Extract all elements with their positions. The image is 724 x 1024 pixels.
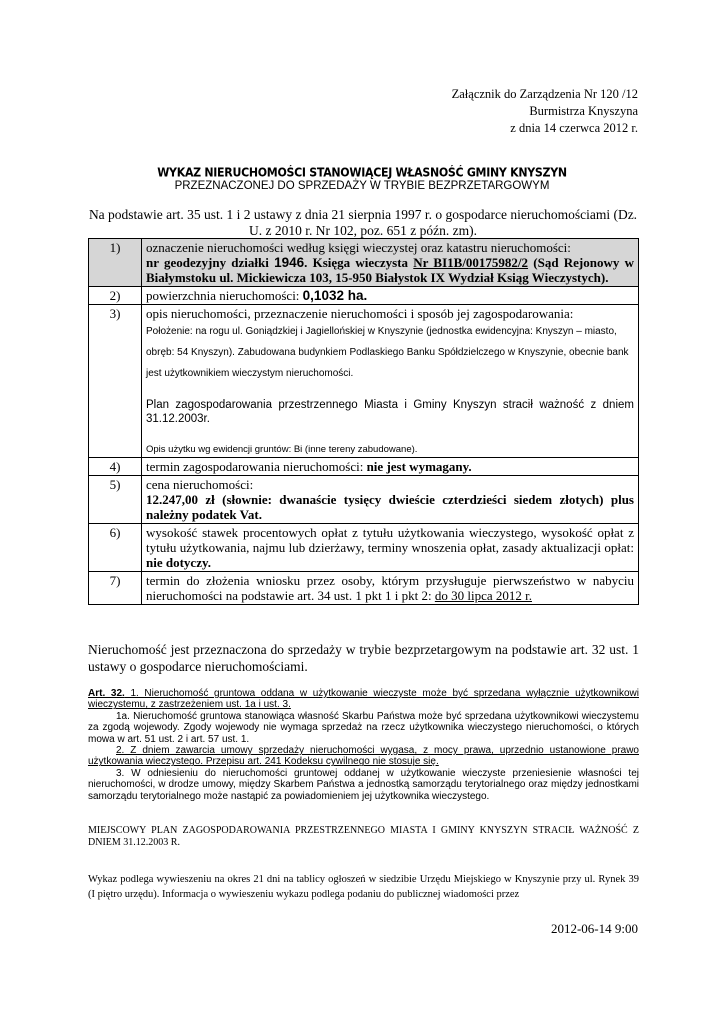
article-heading: Art. 32.	[88, 688, 125, 699]
row-value: nie jest wymagany.	[366, 459, 472, 474]
row-label: cena nieruchomości:	[146, 477, 254, 492]
parcel-text-a: nr geodezyjny działki	[146, 255, 275, 270]
row-number: 1)	[89, 239, 142, 287]
area-value: 0,1032 ha.	[302, 288, 368, 303]
header-line-2: Burmistrza Knyszyna	[529, 104, 638, 118]
posting-notice: Wykaz podlega wywieszeniu na okres 21 dni na tablicy ogłoszeń w siedzibie Urzędu Miejskiego w Knyszynie przy ul. Rynek 39 (I piętro urzędu). Informacja o wywieszeniu wykazu podlega podaniu do publicznej wiadomości przez	[88, 874, 639, 900]
sale-mode-paragraph: Nieruchomość jest przeznaczona do sprzedaży w trybie bezprzetargowym na podstawie art. 32 ust. 1 ustawy o gospodarce nieruchomościami.	[88, 642, 639, 674]
row-number: 3)	[89, 305, 142, 458]
row-label: powierzchnia nieruchomości:	[146, 288, 303, 303]
row-label: opis nieruchomości, przeznaczenie nieruchomości i sposób jej zagospodarowania:	[146, 306, 574, 321]
row-content	[142, 458, 639, 476]
row-number: 2)	[89, 287, 142, 305]
zoning-plan-notice: MIEJSCOWY PLAN ZAGOSPODAROWANIA PRZESTRZENNEGO MIASTA I GMINY KNYSZYN STRACIŁ WAŻNOŚĆ Z DNIEM 31.12.2003 R.	[88, 825, 639, 848]
article-paragraph-3: 3. W odniesieniu do nieruchomości gruntowej oddanej w użytkowanie wieczyste przeniesienie własności tej nieruchomości, w drodze umowy, między Skarbem Państwa a jednostką samorządu terytorialnego oraz między jednostkami samorządu terytorialnego może nastąpić za powiadomieniem jej użytkownika wieczystego.	[88, 767, 639, 802]
row-label: wysokość stawek procentowych opłat z tytułu użytkowania wieczystego, wysokość opłat z tytułu użytkowania, najmu lub dzierżawy, terminy wnoszenia opłat, zasady aktualizacji opłat:	[146, 525, 634, 555]
row-label: oznaczenie nieruchomości według księgi wieczystej oraz katastru nieruchomości:	[146, 240, 571, 255]
row-number: 6)	[89, 524, 142, 572]
article-text-1: 1. Nieruchomość gruntowa oddana w użytkowanie wieczyste może być sprzedana wyłącznie użytkownikowi wieczystemu, z zastrzeżeniem ust. 1a i ust. 3.	[88, 688, 639, 711]
article-paragraph-1a: 1a. Nieruchomość gruntowa stanowiąca własność Skarbu Państwa może być sprzedana użytkownikowi wieczystemu za zgodą wojewody. Zgody wojewody nie wymaga sprzedaż na rzecz użytkownika wieczystego nieruchomości, o których mowa w art. 51 ust. 2 i art. 57 ust. 1.	[88, 710, 639, 745]
header-line-1: Załącznik do Zarządzenia Nr 120 /12	[451, 87, 638, 101]
table-row	[89, 524, 639, 572]
parcel-number: 1946	[274, 255, 305, 270]
parcel-description	[146, 255, 634, 285]
table-row	[89, 476, 639, 524]
document-subtitle: PRZEZNACZONEJ DO SPRZEDAŻY W TRYBIE BEZPRZETARGOWYM	[174, 180, 550, 192]
land-register-number: Nr BI1B/00175982/2	[413, 255, 529, 270]
row-content	[142, 476, 639, 524]
table-row	[89, 287, 639, 305]
row-number: 4)	[89, 458, 142, 476]
row-content	[142, 305, 639, 458]
document-title: WYKAZ NIERUCHOMOŚCI STANOWIĄCEJ WŁASNOŚĆ GMINY KNYSZYN	[157, 165, 567, 180]
price-value: 12.247,00 zł (słownie: dwanaście tysięcy dwieście czterdzieści siedem złotych) plus należny podatek Vat.	[146, 492, 634, 522]
location-description: Położenie: na rogu ul. Goniądzkiej i Jagiellońskiej w Knyszynie (jednostka ewidencyjna: Knyszyn – miasto, obręb: 54 Knyszyn). Zabudowana budynkiem Podlaskiego Banku Spółdzielczego w Knyszynie, obecnie bank jest użytkownikiem wieczystym nieruchomości.	[146, 326, 629, 379]
row-value: nie dotyczy.	[146, 555, 211, 570]
footer-date: 2012-06-14 9:00	[550, 921, 638, 936]
article-paragraph-1	[88, 688, 639, 711]
row-content	[142, 239, 639, 287]
property-table	[88, 238, 639, 605]
parcel-text-b: . Księga wieczysta	[304, 255, 414, 270]
row-label: termin do złożenia wniosku przez osoby, którym przysługuje pierwszeństwo w nabyciu nieruchomości na podstawie art. 34 ust. 1 pkt 1 i pkt 2:	[146, 573, 634, 603]
row-label: termin zagospodarowania nieruchomości:	[146, 459, 367, 474]
legal-basis: Na podstawie art. 35 ust. 1 i 2 ustawy z dnia 21 sierpnia 1997 r. o gospodarce nieruchomościami (Dz. U. z 2010 r. Nr 102, poz. 651 z późn. zm).	[88, 207, 638, 238]
zoning-plan-note: Plan zagospodarowania przestrzennego Miasta i Gminy Knyszyn stracił ważność z dniem 31.12.2003r.	[146, 399, 634, 425]
deadline-value: do 30 lipca 2012 r.	[434, 588, 532, 603]
table-row	[89, 458, 639, 476]
parcel-text-c: (Sąd Rejonowy w Białymstoku ul. Mickiewicza 103, 15-950 Białystok IX Wydział Ksiąg Wieczystych).	[146, 255, 634, 285]
land-use-note: Opis użytku wg ewidencji gruntów: Bi (inne tereny zabudowane).	[146, 444, 418, 455]
header-line-3: z dnia 14 czerwca 2012 r.	[510, 121, 638, 135]
table-row	[89, 239, 639, 287]
article-32	[88, 688, 639, 802]
table-row	[89, 305, 639, 458]
article-paragraph-2: 2. Z dniem zawarcia umowy sprzedaży nieruchomości wygasa, z mocy prawa, uprzednio ustanowione prawo użytkowania wieczystego. Przepisu art. 241 Kodeksu cywilnego nie stosuje się.	[88, 745, 639, 768]
row-content	[142, 287, 639, 305]
row-number: 7)	[89, 572, 142, 605]
row-content	[142, 524, 639, 572]
table-row	[89, 572, 639, 605]
attachment-header	[452, 86, 638, 137]
row-number: 5)	[89, 476, 142, 524]
row-content	[142, 572, 639, 605]
